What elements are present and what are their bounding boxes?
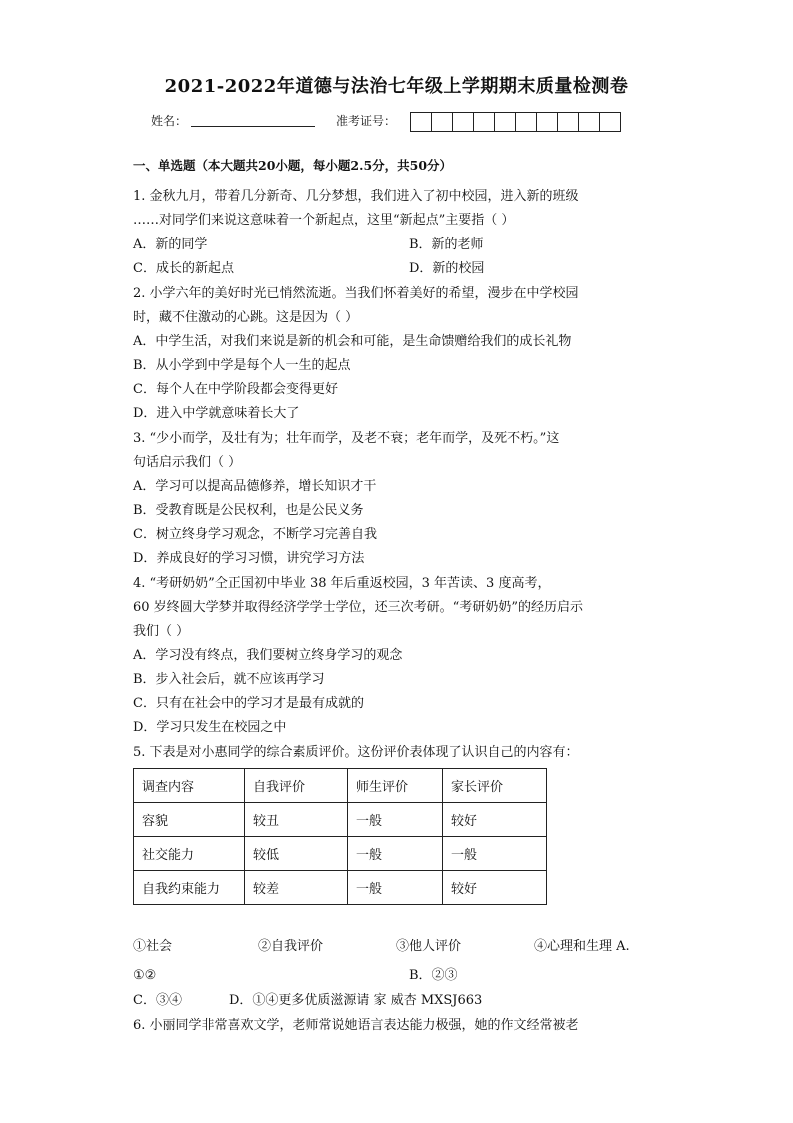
- question-1-option-a: A．新的同学: [133, 237, 208, 252]
- table-cell: 较丑: [245, 803, 348, 837]
- question-1-option-c: C．成长的新起点: [133, 261, 234, 276]
- question-2-option-d: D．进入中学就意味着长大了: [133, 406, 300, 421]
- name-label: 姓名：: [151, 114, 188, 128]
- exam-id-box[interactable]: [431, 112, 453, 132]
- exam-id-box[interactable]: [557, 112, 579, 132]
- table-cell: 自我评价: [245, 769, 348, 803]
- evaluation-table-body: [134, 769, 547, 905]
- exam-id-box[interactable]: [536, 112, 558, 132]
- table-cell: 一般: [348, 837, 443, 871]
- question-3-option-b: B．受教育既是公民权利，也是公民义务: [133, 503, 364, 518]
- exam-id-box[interactable]: [494, 112, 516, 132]
- table-cell: 较低: [245, 837, 348, 871]
- question-3-stem-cont: 句话启示我们（ ）: [133, 455, 242, 470]
- question-2-option-c: C．每个人在中学阶段都会变得更好: [133, 382, 338, 397]
- question-1-option-d: D．新的校园: [409, 261, 485, 276]
- table-cell: 较好: [443, 871, 547, 905]
- exam-id-boxes[interactable]: [411, 112, 621, 132]
- question-2-option-a: A．中学生活，对我们来说是新的机会和可能，是生命馈赠给我们的成长礼物: [133, 334, 572, 349]
- evaluation-table: [133, 768, 547, 905]
- table-cell: 容貌: [134, 803, 245, 837]
- question-5-item-3: ③他人评价: [396, 939, 462, 954]
- table-row: [134, 871, 547, 905]
- question-5-option-c: C．③④: [133, 993, 182, 1008]
- question-3-option-a: A．学习可以提高品德修养，增长知识才干: [133, 479, 377, 494]
- question-1-stem: 1. 金秋九月，带着几分新奇、几分梦想，我们进入了初中校园，进入新的班级: [133, 189, 579, 204]
- question-4-option-a: A．学习没有终点，我们要树立终身学习的观念: [133, 648, 403, 663]
- question-5-option-b: B．②③: [409, 968, 458, 983]
- question-6-stem: 6. 小丽同学非常喜欢文学，老师常说她语言表达能力极强，她的作文经常被老: [133, 1018, 579, 1033]
- table-row: [134, 837, 547, 871]
- exam-id-box[interactable]: [515, 112, 537, 132]
- exam-id-box[interactable]: [578, 112, 600, 132]
- question-5-item-4: ④心理和生理 A.: [534, 939, 630, 954]
- exam-id-label: 准考证号：: [336, 114, 397, 128]
- question-2-option-b: B．从小学到中学是每个人一生的起点: [133, 358, 351, 373]
- table-cell: 调查内容: [134, 769, 245, 803]
- question-4-option-b: B．步入社会后，就不应该再学习: [133, 672, 325, 687]
- exam-id-box[interactable]: [410, 112, 432, 132]
- question-4-stem-cont: 60 岁终圆大学梦并取得经济学学士学位，还三次考研。“考研奶奶”的经历启示: [133, 600, 583, 615]
- section-heading-single-choice: 一、单选题（本大题共20小题，每小题2.5分，共50分）: [133, 158, 453, 173]
- question-4-stem-cont-2: 我们（ ）: [133, 624, 190, 639]
- question-4-stem: 4. “考研奶奶”仝正国初中毕业 38 年后重返校园，3 年苦读、3 度高考，: [133, 576, 551, 591]
- question-5-item-1: ①社会: [133, 939, 173, 954]
- question-5-option-d: D．①④更多优质滋源请 家 威杏 MXSJ663: [229, 993, 483, 1008]
- table-cell: 家长评价: [443, 769, 547, 803]
- exam-id-box[interactable]: [473, 112, 495, 132]
- exam-title: 2021-2022年道德与法治七年级上学期期末质量检测卷: [164, 76, 629, 97]
- question-1-stem-cont: ……对同学们来说这意味着一个新起点，这里“新起点”主要指（ ）: [133, 213, 515, 228]
- exam-id-box[interactable]: [452, 112, 474, 132]
- question-3-stem: 3. “少小而学，及壮有为；壮年而学，及老不衰；老年而学，及死不朽。”这: [133, 431, 560, 446]
- table-header-row: [134, 769, 547, 803]
- table-row: [134, 803, 547, 837]
- question-5-item-2: ②自我评价: [258, 939, 324, 954]
- table-cell: 较差: [245, 871, 348, 905]
- question-4-option-c: C．只有在社会中的学习才是最有成就的: [133, 696, 364, 711]
- table-cell: 较好: [443, 803, 547, 837]
- question-5-option-a: ①②: [133, 968, 157, 983]
- question-3-option-c: C．树立终身学习观念，不断学习完善自我: [133, 527, 377, 542]
- question-2-stem-cont: 时，藏不住激动的心跳。这是因为（ ）: [133, 310, 359, 325]
- question-1-option-b: B．新的老师: [409, 237, 484, 252]
- table-cell: 一般: [348, 871, 443, 905]
- table-cell: 一般: [443, 837, 547, 871]
- table-cell: 一般: [348, 803, 443, 837]
- question-4-option-d: D．学习只发生在校园之中: [133, 720, 287, 735]
- question-5-stem: 5. 下表是对小惠同学的综合素质评价。这份评价表体现了认识自己的内容有：: [133, 745, 579, 760]
- question-3-option-d: D．养成良好的学习习惯，讲究学习方法: [133, 551, 365, 566]
- question-2-stem: 2. 小学六年的美好时光已悄然流逝。当我们怀着美好的希望，漫步在中学校园: [133, 286, 579, 301]
- table-cell: 师生评价: [348, 769, 443, 803]
- exam-id-box[interactable]: [599, 112, 621, 132]
- table-cell: 自我约束能力: [134, 871, 245, 905]
- name-blank-line[interactable]: [191, 126, 315, 127]
- table-cell: 社交能力: [134, 837, 245, 871]
